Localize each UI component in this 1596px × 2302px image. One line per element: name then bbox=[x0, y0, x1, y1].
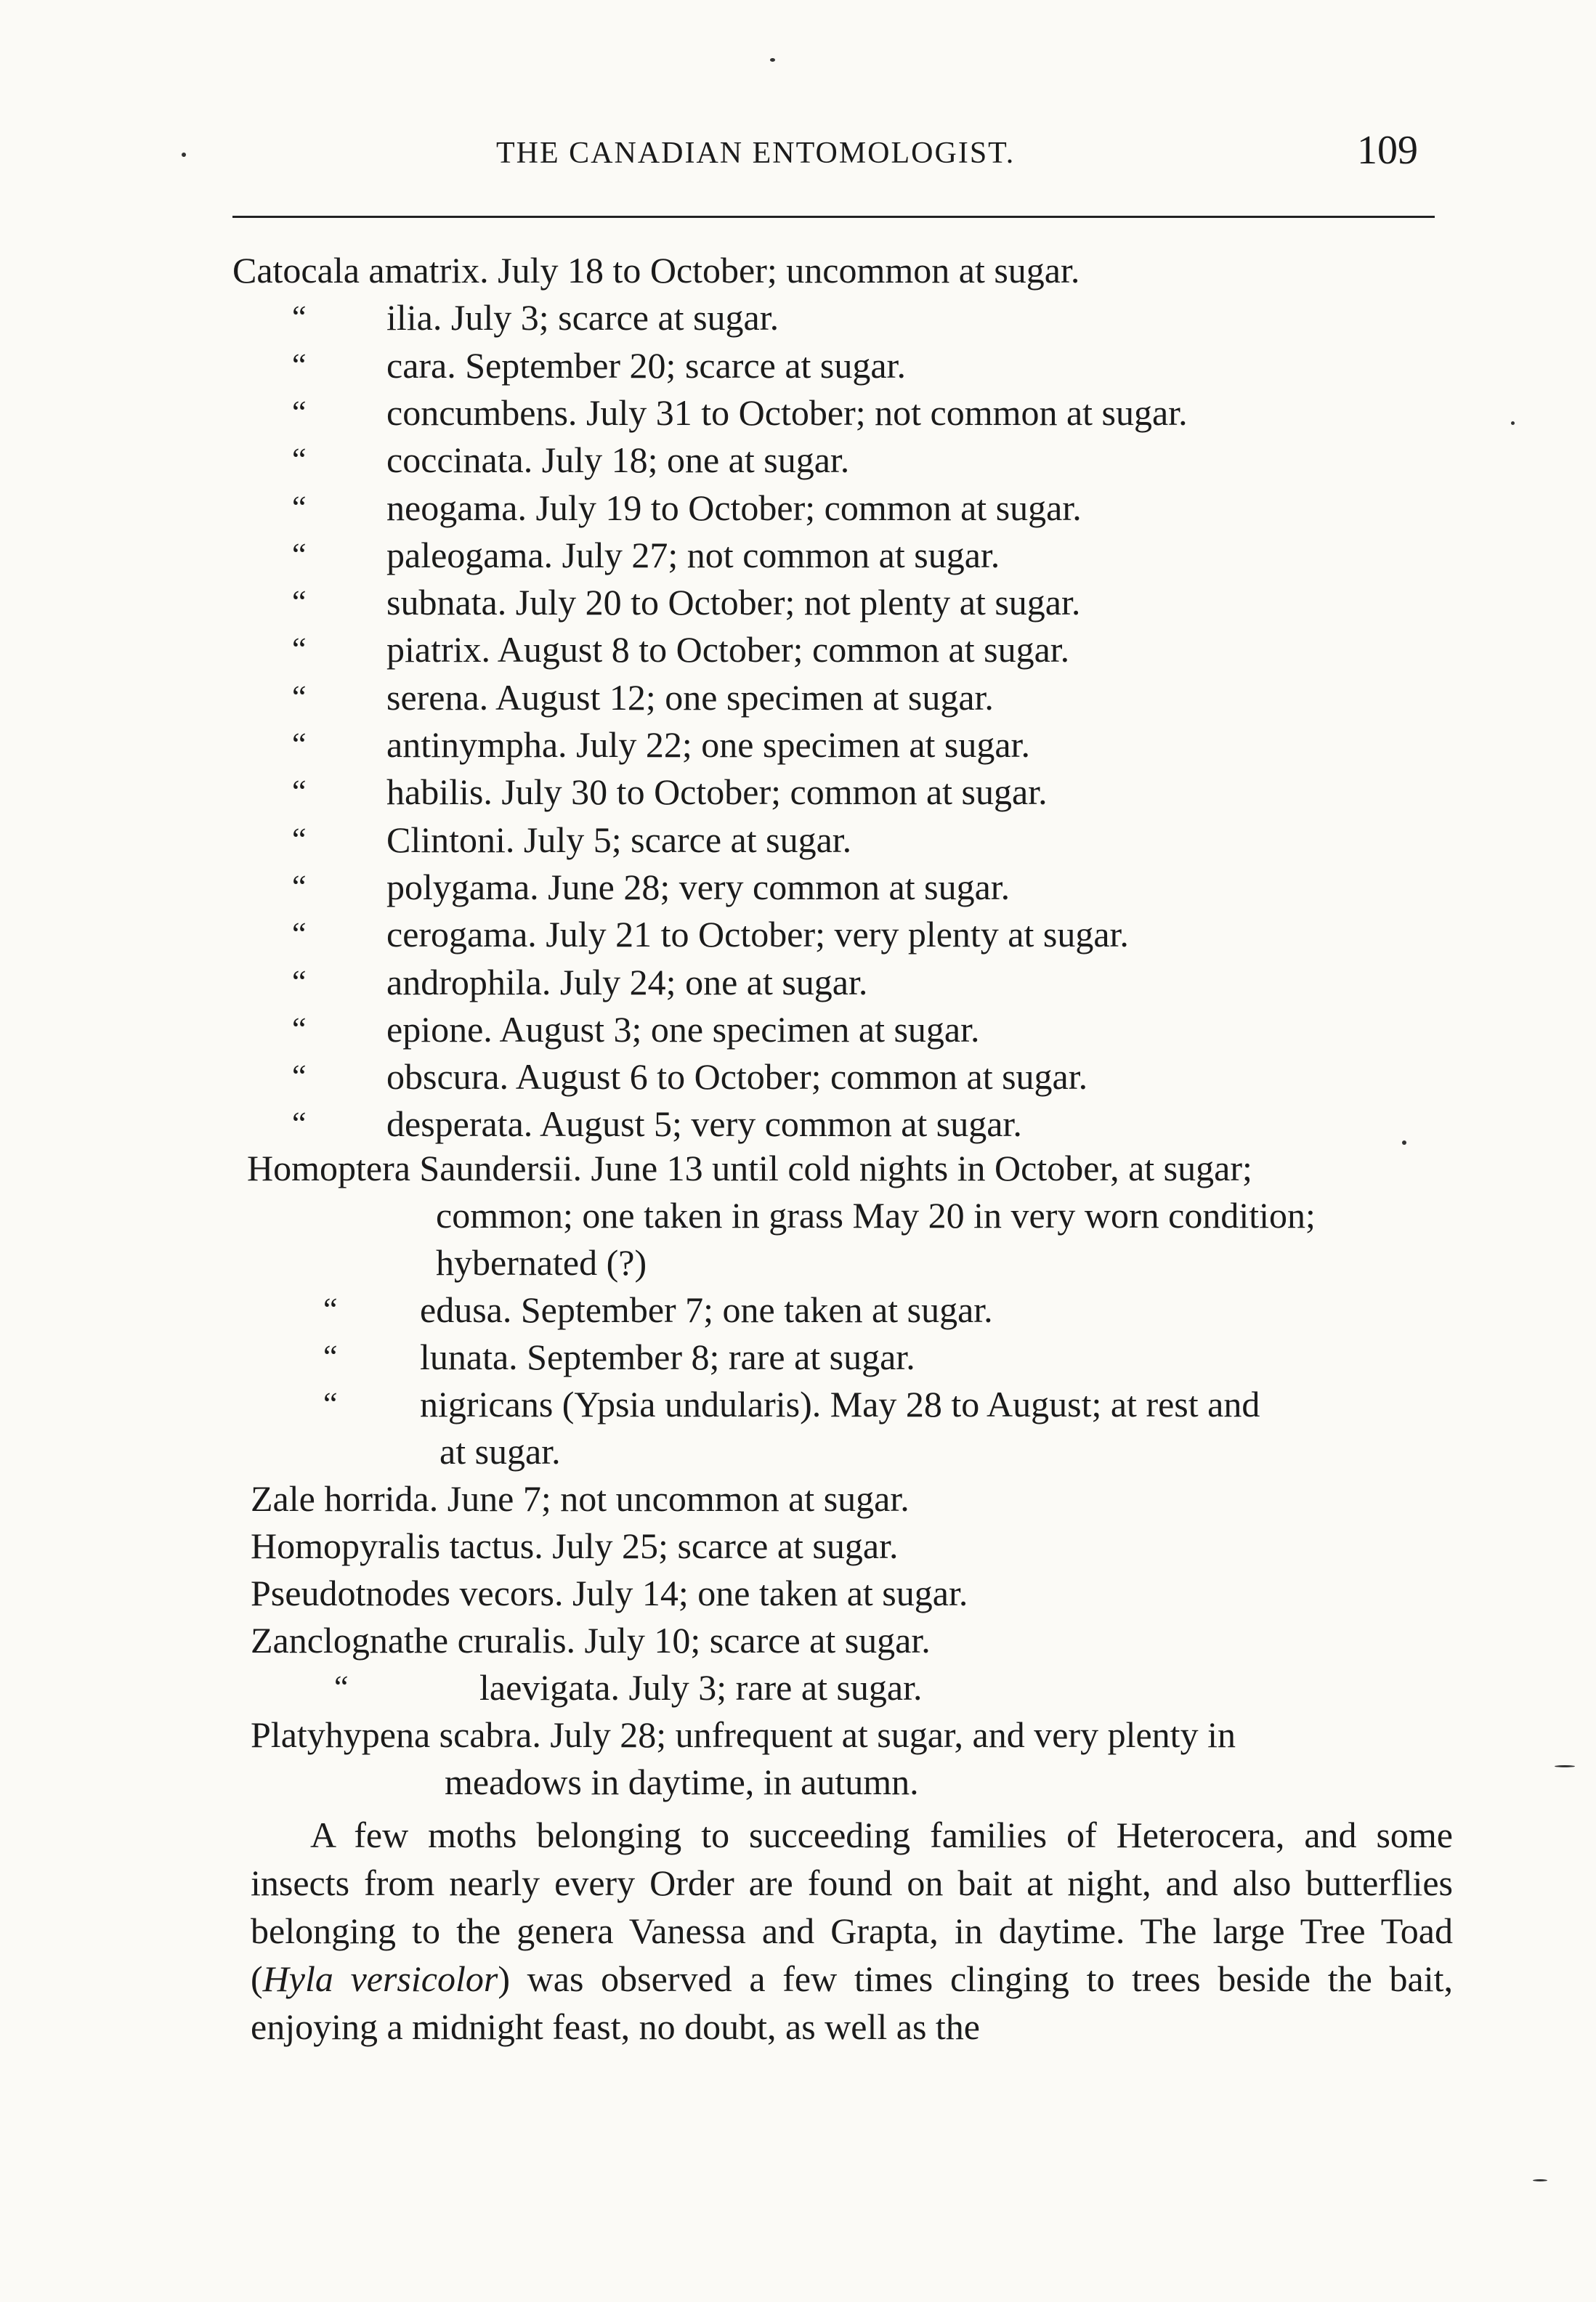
species-name: Clintoni. bbox=[386, 819, 515, 860]
running-title: THE CANADIAN ENTOMOLOGIST. bbox=[496, 137, 1016, 170]
ditto-mark: “ bbox=[292, 584, 307, 620]
species-name: cara. bbox=[386, 345, 456, 386]
ditto-mark: “ bbox=[292, 442, 307, 477]
ditto-mark: “ bbox=[292, 490, 307, 525]
list-item bbox=[386, 344, 906, 387]
species-name: neogama. bbox=[386, 487, 527, 528]
list-item bbox=[386, 296, 779, 339]
entry-details: July 31 to October; not common at sugar. bbox=[586, 392, 1188, 433]
list-item bbox=[386, 580, 1080, 624]
ditto-mark: “ bbox=[292, 679, 307, 715]
scan-speck bbox=[1555, 1765, 1575, 1767]
species-name: epione. bbox=[386, 1009, 493, 1050]
ditto-mark: “ bbox=[292, 1058, 307, 1094]
ditto-mark: “ bbox=[334, 1669, 349, 1705]
list-item bbox=[386, 818, 851, 862]
species-name: antinympha. bbox=[386, 724, 567, 765]
paragraph-italic-name: Hyla versicolor bbox=[262, 1958, 498, 1999]
species-name: androphila. bbox=[386, 962, 551, 1002]
species-name: cerogama. bbox=[386, 914, 537, 955]
entry-details: July 3; scarce at sugar. bbox=[450, 297, 779, 338]
entry-details: August 5; very common at sugar. bbox=[540, 1103, 1022, 1144]
platyhypena-line-1: Platyhypena scabra. July 28; unfrequent at sugar, and very plenty in bbox=[251, 1714, 1236, 1755]
species-name: subnata. bbox=[386, 582, 507, 623]
running-header bbox=[0, 127, 1596, 178]
list-item bbox=[386, 723, 1030, 766]
species-name: serena. bbox=[386, 677, 489, 718]
ditto-mark: “ bbox=[292, 964, 307, 1000]
entry-details: July 5; scarce at sugar. bbox=[523, 819, 852, 860]
species-name: amatrix. bbox=[368, 250, 489, 291]
ditto-mark: “ bbox=[292, 726, 307, 762]
ditto-mark: “ bbox=[292, 537, 307, 572]
paragraph-text-2: ) was observed a few times clinging to trees beside the bait, enjoying a midnight feast, no doubt, as well as the bbox=[251, 1958, 1453, 2047]
scan-speck bbox=[182, 153, 186, 157]
species-name: coccinata. bbox=[386, 439, 533, 480]
species-name: paleogama. bbox=[386, 535, 554, 575]
ditto-mark: “ bbox=[292, 774, 307, 809]
species-name: concumbens. bbox=[386, 392, 578, 433]
entry-details: July 19 to October; common at sugar. bbox=[535, 487, 1082, 528]
laevigata-entry: laevigata. July 3; rare at sugar. bbox=[479, 1667, 923, 1708]
species-name: ilia. bbox=[386, 297, 442, 338]
zanclognathe-entry: Zanclognathe cruralis. July 10; scarce at sugar. bbox=[251, 1620, 931, 1661]
scan-speck bbox=[1511, 421, 1515, 425]
species-name: piatrix. bbox=[386, 629, 491, 670]
list-item bbox=[386, 770, 1048, 814]
ditto-mark: “ bbox=[292, 1106, 307, 1141]
entry-details: July 18 to October; uncommon at sugar. bbox=[498, 250, 1080, 291]
list-item bbox=[386, 960, 867, 1004]
homoptera-lunata: lunata. September 8; rare at sugar. bbox=[420, 1337, 915, 1377]
pseudotnodes-entry: Pseudotnodes vecors. July 14; one taken at sugar. bbox=[251, 1573, 968, 1613]
species-name: desperata. bbox=[386, 1103, 533, 1144]
scan-speck bbox=[770, 58, 775, 62]
ditto-mark: “ bbox=[292, 822, 307, 857]
species-name: polygama. bbox=[386, 867, 539, 907]
list-item bbox=[386, 865, 1010, 909]
entry-details: August 12; one specimen at sugar. bbox=[495, 677, 994, 718]
entry-details: September 20; scarce at sugar. bbox=[465, 345, 906, 386]
ditto-mark: “ bbox=[292, 299, 307, 335]
homoptera-line-2: common; one taken in grass May 20 in very worn condition; bbox=[436, 1195, 1316, 1236]
ditto-mark: “ bbox=[292, 347, 307, 383]
entry-details: August 8 to October; common at sugar. bbox=[497, 629, 1070, 670]
homoptera-line-3: hybernated (?) bbox=[436, 1242, 647, 1283]
homoptera-nigricans-1: nigricans (Ypsia undularis). May 28 to August; at rest and bbox=[420, 1384, 1260, 1424]
homopyralis-entry: Homopyralis tactus. July 25; scarce at sugar. bbox=[251, 1525, 899, 1566]
scan-speck bbox=[1402, 1140, 1406, 1145]
zale-horrida-entry: Zale horrida. June 7; not uncommon at sugar. bbox=[251, 1478, 910, 1519]
list-item bbox=[386, 486, 1082, 530]
scan-speck bbox=[1533, 2179, 1547, 2181]
list-item bbox=[386, 912, 1129, 956]
genus-name: Catocala bbox=[232, 250, 360, 291]
page-number: 109 bbox=[1357, 128, 1418, 173]
list-item bbox=[386, 676, 994, 719]
entry-details: July 24; one at sugar. bbox=[559, 962, 868, 1002]
ditto-mark: “ bbox=[292, 1011, 307, 1047]
list-item bbox=[386, 1055, 1087, 1098]
ditto-mark: “ bbox=[292, 916, 307, 952]
entry-details: July 30 to October; common at sugar. bbox=[501, 771, 1048, 812]
list-item bbox=[386, 1102, 1022, 1146]
list-item bbox=[386, 438, 849, 482]
list-item bbox=[386, 391, 1188, 434]
homoptera-nigricans-2: at sugar. bbox=[439, 1431, 561, 1472]
platyhypena-line-2: meadows in daytime, in autumn. bbox=[445, 1762, 919, 1802]
entry-details: July 18; one at sugar. bbox=[541, 439, 850, 480]
list-item bbox=[386, 1008, 980, 1051]
entry-details: June 28; very common at sugar. bbox=[548, 867, 1010, 907]
list-item bbox=[232, 248, 1079, 292]
ditto-mark: “ bbox=[323, 1292, 338, 1327]
closing-paragraph bbox=[251, 1811, 1453, 2051]
entry-details: August 6 to October; common at sugar. bbox=[515, 1056, 1088, 1097]
ditto-mark: “ bbox=[323, 1386, 338, 1422]
list-item bbox=[386, 533, 1000, 577]
entry-details: July 20 to October; not plenty at sugar. bbox=[515, 582, 1081, 623]
paragraph-text-1: A few moths belonging to succeeding families of Heterocera, and some insects from nearly every Order are found on bait at night, and also butterflies belonging to the genera Vanessa and Grapta, in daytime. The large Tree Toad ( bbox=[251, 1815, 1453, 1999]
ditto-mark: “ bbox=[323, 1339, 338, 1374]
header-rule bbox=[232, 216, 1435, 218]
species-name: habilis. bbox=[386, 771, 493, 812]
entry-details: July 22; one specimen at sugar. bbox=[576, 724, 1030, 765]
species-name: obscura. bbox=[386, 1056, 509, 1097]
list-item bbox=[386, 628, 1069, 671]
entry-details: July 21 to October; very plenty at sugar. bbox=[546, 914, 1129, 955]
homoptera-edusa: edusa. September 7; one taken at sugar. bbox=[420, 1289, 993, 1330]
ditto-mark: “ bbox=[292, 394, 307, 430]
entry-details: August 3; one specimen at sugar. bbox=[499, 1009, 980, 1050]
entry-details: July 27; not common at sugar. bbox=[562, 535, 1000, 575]
ditto-mark: “ bbox=[292, 631, 307, 667]
ditto-mark: “ bbox=[292, 869, 307, 904]
homoptera-line-1: Homoptera Saundersii. June 13 until cold nights in October, at sugar; bbox=[247, 1148, 1252, 1188]
